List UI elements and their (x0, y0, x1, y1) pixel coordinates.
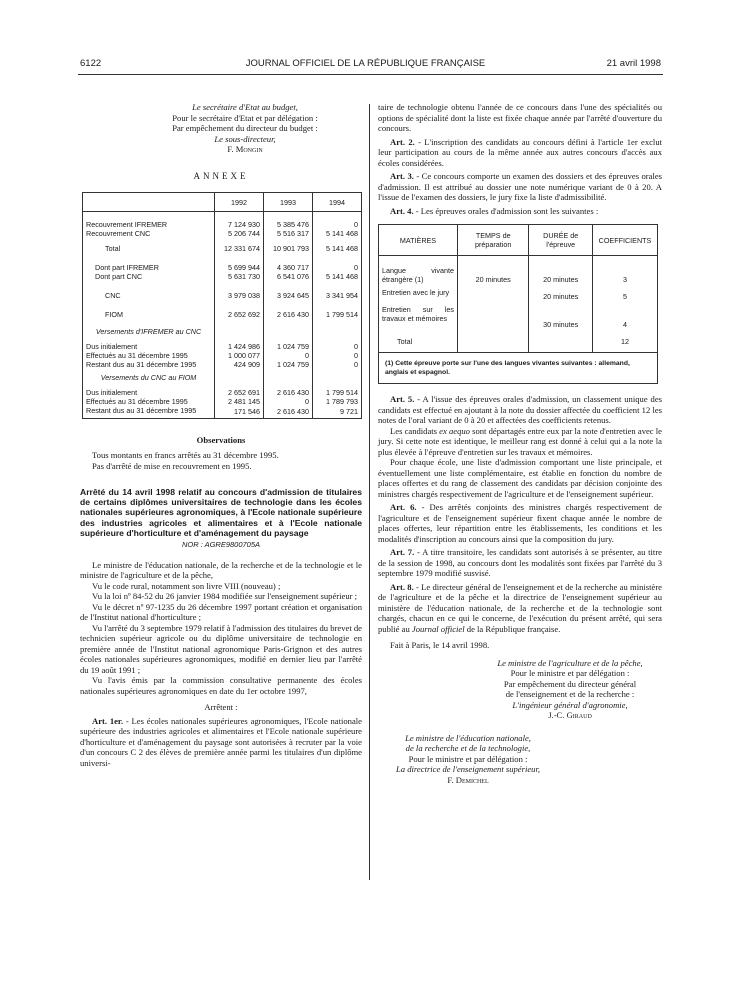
cell: 1 789 793 (313, 397, 362, 406)
cell: 0 (313, 220, 362, 229)
signature-line: de la recherche et de la technologie, (405, 743, 531, 753)
cell: 4 360 717 (264, 263, 313, 272)
cell: 5 (593, 286, 658, 303)
signature-line: de l'enseignement et de la recherche : (505, 689, 635, 699)
signature-line: Le ministre de l'éducation nationale, (405, 732, 531, 743)
fait-a-paris: Fait à Paris, le 14 avril 1998. (390, 640, 490, 650)
article-6 (378, 502, 662, 544)
table-row (83, 220, 362, 229)
text-italic: ex aequo (439, 425, 470, 436)
annex-year-header: 1994 (313, 193, 362, 212)
article-label: Art. 1er. (92, 715, 124, 726)
signature-line: Par empêchement du directeur du budget : (172, 123, 318, 133)
article-text: - A l'issue des épreuves orales d'admission, un classement unique des candidats est effectué en ajoutant à la note du dossier affectée du coefficient 12 les notes de l'oral variant de 0 à 20 et affectées des coefficients retenus. (378, 394, 662, 425)
cell: 1 799 514 (313, 310, 362, 319)
table-row (83, 244, 362, 253)
article-label: Art. 4. (390, 205, 414, 216)
signatory-name: F. Mongin (227, 144, 263, 154)
article-1 (80, 716, 362, 769)
cell: 3 341 954 (313, 291, 362, 300)
col-header: DURÉE de l'épreuve (529, 225, 593, 256)
page-header (0, 58, 731, 72)
cell: 7 124 930 (215, 220, 264, 229)
cell: 5 516 317 (264, 229, 313, 238)
row-label: FIOM (105, 309, 123, 319)
signature-line: Pour le secrétaire d'Etat et par délégation : (172, 112, 318, 123)
cell: Langue vivante étrangère (1) (382, 266, 454, 284)
signature-line: L'ingénieur général d'agronomie, (512, 699, 628, 710)
table-row (83, 351, 362, 360)
cell: 2 616 430 (264, 388, 313, 397)
annexe-title: ANNEXE (193, 170, 249, 181)
article-text: - L'inscription des candidats au concours défini à l'article 1er exclut leur participation au cours de la même année aux autres concours d'accès aux écoles considérées. (378, 136, 662, 168)
cell: 1 799 514 (313, 388, 362, 397)
table-row (83, 360, 362, 369)
cell: 0 (313, 351, 362, 360)
article-text: - Ce concours comporte un examen des dossiers et des épreuves orales d'admission. Il est attribué au dossier une note numérique variant de 0 à 20. A l'issue de l'examen des dossiers, le jury fixe la liste d'admissibilité. (378, 171, 663, 202)
cell: 5 141 468 (313, 272, 362, 281)
article-1-continuation: taire de technologie obtenu l'année de ce concours dans l'une des spécialités ou options de spécialité dont la liste est fixée chaque année par l'arrêté d'ouverture du concours. (378, 102, 662, 133)
article-5-para-3: Pour chaque école, une liste d'admission comportant une liste principale, et éventuellement une liste complémentaire, est établie en fonction du nombre de places offertes et du rang de classement des candidats par décision conjointe des ministres chargés respectivement de l'agriculture et de l'enseignement supérieur. (378, 457, 662, 499)
cell: Total (397, 337, 413, 346)
article-5 (378, 394, 662, 426)
visa: Vu le code rural, notamment son livre VIII (nouveau) ; (92, 580, 281, 591)
cell: 12 (593, 331, 658, 353)
preamble: Le ministre de l'éducation nationale, de la recherche et de la technologie et le ministre de l'agriculture et de la pêche, (80, 559, 362, 581)
journal-name: Journal officiel (411, 623, 465, 634)
table-row (83, 310, 362, 319)
cell: 5 699 944 (215, 263, 264, 272)
annex-year-header: 1993 (264, 193, 313, 212)
cell: 1 024 759 (264, 342, 313, 351)
row-label: Effectués au 31 décembre 1995 (86, 350, 188, 360)
cell: 5 385 476 (264, 220, 313, 229)
table-row (83, 272, 362, 281)
col-header: COEFFICIENTS (593, 225, 658, 256)
cell: 0 (264, 351, 313, 360)
cell: 3 979 038 (215, 291, 264, 300)
article-label: Art. 5. (390, 394, 415, 404)
cell: 3 (593, 256, 658, 287)
cell: 2 652 691 (215, 388, 264, 397)
nor-reference: NOR : AGRE9800705A (181, 540, 261, 550)
table-row (379, 303, 658, 331)
education-signature-block (378, 733, 558, 786)
annex-year-header: 1992 (215, 193, 264, 212)
cell: 5 206 744 (215, 229, 264, 238)
row-label: CNC (105, 290, 121, 300)
left-column (80, 102, 362, 768)
article-label: Art. 7. (390, 547, 415, 557)
journal-title: JOURNAL OFFICIEL DE LA RÉPUBLIQUE FRANÇAISE (245, 58, 486, 69)
row-label: Restant dus au 31 décembre 1995 (86, 405, 197, 415)
arretent-heading: Arrêtent : (204, 702, 238, 713)
cell: 5 141 468 (313, 229, 362, 238)
article-text: - Le directeur général de l'enseignement et de la recherche au ministère de l'agriculture et de la pêche et la directrice de l'enseignement supérieur au ministère de l'éducation nationale, de la recherche et de la technologie sont chargés, chacun en ce qui le concerne, de l'exécution du présent arrêté, qui sera publié au (378, 581, 662, 634)
cell: 20 minutes (529, 256, 593, 287)
cell: Entretien avec le jury (382, 288, 450, 297)
header-rule (78, 74, 663, 75)
cell: 171 546 (215, 406, 264, 419)
visa: Vu l'avis émis par la commission consultative permanente des écoles nationales supérieures agronomiques en date du 1er octobre 1997, (80, 675, 362, 696)
visa: Vu la loi nº 84-52 du 26 janvier 1984 modifiée sur l'enseignement supérieur ; (92, 591, 358, 602)
article-text: - Les écoles nationales supérieures agronomiques, l'Ecole nationale supérieure des industries agricoles et alimentaires et l'Ecole nationale supérieure d'horticulture et d'aménagement du paysage sont autorisées à recruter par la voie d'un concours C 2 des élèves de première année parmi les titulaires d'un diplôme universi- (80, 715, 362, 768)
issue-date: 21 avril 1998 (606, 58, 661, 69)
row-label: Dus initialement (86, 387, 138, 397)
cell: 424 909 (215, 360, 264, 369)
article-3 (378, 171, 662, 203)
observation-line: Tous montants en francs arrêtés au 31 décembre 1995. (92, 450, 279, 460)
cell: 0 (313, 342, 362, 351)
col-header: TEMPS de préparation (458, 225, 529, 256)
table-row (83, 229, 362, 238)
table-row (379, 331, 658, 353)
table-row (83, 406, 362, 419)
signature-line: Par empêchement du directeur général (503, 678, 637, 689)
cell: 0 (264, 397, 313, 406)
row-label: Dus initialement (86, 341, 138, 351)
table-row (83, 397, 362, 406)
cell: 1 000 077 (215, 351, 264, 360)
signatory-name: J.-C. Giraud (548, 710, 592, 720)
signature-line: Le secrétaire d'Etat au budget, (192, 102, 298, 112)
text: Les candidats (390, 425, 440, 436)
cell: 5 631 730 (215, 272, 264, 281)
agriculture-signature-block (478, 658, 662, 721)
observations-title: Observations (196, 434, 246, 445)
table-footnote: (1) Cette épreuve porte sur l'une des langues vivantes suivantes : allemand, anglais et espagnol. (379, 353, 658, 384)
table-row (83, 342, 362, 351)
table-row (83, 291, 362, 300)
signature-line: Le ministre de l'agriculture et de la pêche, (497, 657, 643, 668)
col-header: MATIÈRES (379, 225, 458, 256)
cell: 2 616 430 (264, 406, 313, 419)
right-column (378, 102, 662, 785)
article-8 (378, 582, 662, 635)
cell: Entretien sur les travaux et mémoires (382, 305, 454, 323)
row-label: Effectués au 31 décembre 1995 (86, 396, 188, 406)
cell: 0 (313, 360, 362, 369)
cell: 1 024 759 (264, 360, 313, 369)
article-label: Art. 6. (390, 502, 417, 512)
cell: 12 331 674 (215, 244, 264, 253)
cell: 4 (593, 303, 658, 331)
cell: 9 721 (313, 406, 362, 419)
cell: 20 minutes (458, 256, 529, 287)
signatory-name: F. Demichel (447, 774, 489, 785)
cell: 30 minutes (529, 303, 593, 331)
cell: 6 541 076 (264, 272, 313, 281)
signature-line: Pour le ministre et par délégation : (510, 668, 630, 678)
cell: 2 616 430 (264, 310, 313, 319)
article-2 (378, 137, 662, 169)
cell: 10 901 793 (264, 244, 313, 253)
article-label: Art. 8. (390, 581, 414, 592)
article-5-para-2 (378, 426, 662, 458)
table-row (83, 263, 362, 272)
cell: 5 141 468 (313, 244, 362, 253)
signature-line: La directrice de l'enseignement supérieur, (396, 764, 540, 774)
arrete-title: Arrêté du 14 avril 1998 relatif au concours d'admission de titulaires de certains diplômes universitaires de technologie dans les écoles nationales supérieures agronomiques, à l'Ecole nationale supérieure des industries agricoles et alimentaires et à l'Ecole nationale supérieure d'horticulture et d'aménagement du paysage (80, 487, 362, 538)
table-row (379, 256, 658, 287)
annex-header-blank (83, 193, 215, 212)
page-number: 6122 (80, 58, 102, 69)
cell: 3 924 645 (264, 291, 313, 300)
section-heading: Versements du CNC au FIOM (100, 372, 197, 382)
signature-line: Le sous-directeur, (214, 133, 276, 144)
text: sont départagés entre eux par la note d'entretien avec le jury. Si cette note est identique, le meilleur rang est donné à celui qui a la note la plus élevée à l'épreuve d'entretien sur les travaux et mémoires. (378, 425, 662, 457)
visa: Vu le décret nº 97-1235 du 26 décembre 1997 portant création et organisation de l'Institut national d'horticulture ; (80, 601, 362, 623)
column-divider (369, 104, 370, 880)
article-label: Art. 3. (390, 171, 414, 181)
row-label: Recouvrement IFREMER (86, 219, 168, 229)
cell: 2 652 692 (215, 310, 264, 319)
table-row (83, 388, 362, 397)
budget-signature-block (150, 102, 340, 155)
table-row (379, 286, 658, 303)
observation-line: Pas d'arrêté de mise en recouvrement en 1995. (92, 460, 252, 471)
article-7 (378, 547, 662, 579)
row-label: Dont part CNC (95, 271, 143, 281)
article-text: - Les épreuves orales d'admission sont les suivantes : (413, 205, 599, 216)
article-4 (378, 206, 662, 217)
row-label: Dont part IFREMER (95, 262, 159, 272)
row-label: Restant dus au 31 décembre 1995 (86, 359, 197, 369)
signature-line: Pour le ministre et par délégation : (408, 753, 528, 764)
cell: 1 424 986 (215, 342, 264, 351)
annex-table (82, 192, 362, 419)
article-text: de la République française. (464, 623, 561, 634)
article-text: - A titre transitoire, les candidats sont autorisés à se présenter, au titre de la session de 1998, au concours dont les modalités sont fixées par l'arrêté du 3 septembre 1979 modifié susvisé. (378, 547, 662, 578)
visa: Vu l'arrêté du 3 septembre 1979 relatif à l'admission des titulaires du brevet de technicien supérieur agricole ou du diplôme universitaire de technologie en première année de l'Institut national agronomique Paris-Grignon et des autres écoles nationales supérieures agronomiques, modifié en dernier lieu par l'arrêté du 19 août 1991 ; (80, 622, 362, 675)
article-text: - Des arrêtés conjoints des ministres chargés respectivement de l'agriculture et de l'enseignement supérieur fixent chaque année le nombre de places offertes, leur répartition entre les établissements, les conditions et les modalités d'inscription au concours ainsi que la composition du jury. (378, 502, 662, 544)
article-label: Art. 2. (390, 136, 415, 147)
cell: 0 (313, 263, 362, 272)
exam-table (378, 224, 658, 384)
cell: 20 minutes (529, 286, 593, 303)
row-label: Recouvrement CNC (86, 228, 151, 238)
cell: 2 481 145 (215, 397, 264, 406)
row-label: Total (105, 243, 121, 253)
section-heading: Versements d'IFREMER au CNC (95, 326, 202, 336)
